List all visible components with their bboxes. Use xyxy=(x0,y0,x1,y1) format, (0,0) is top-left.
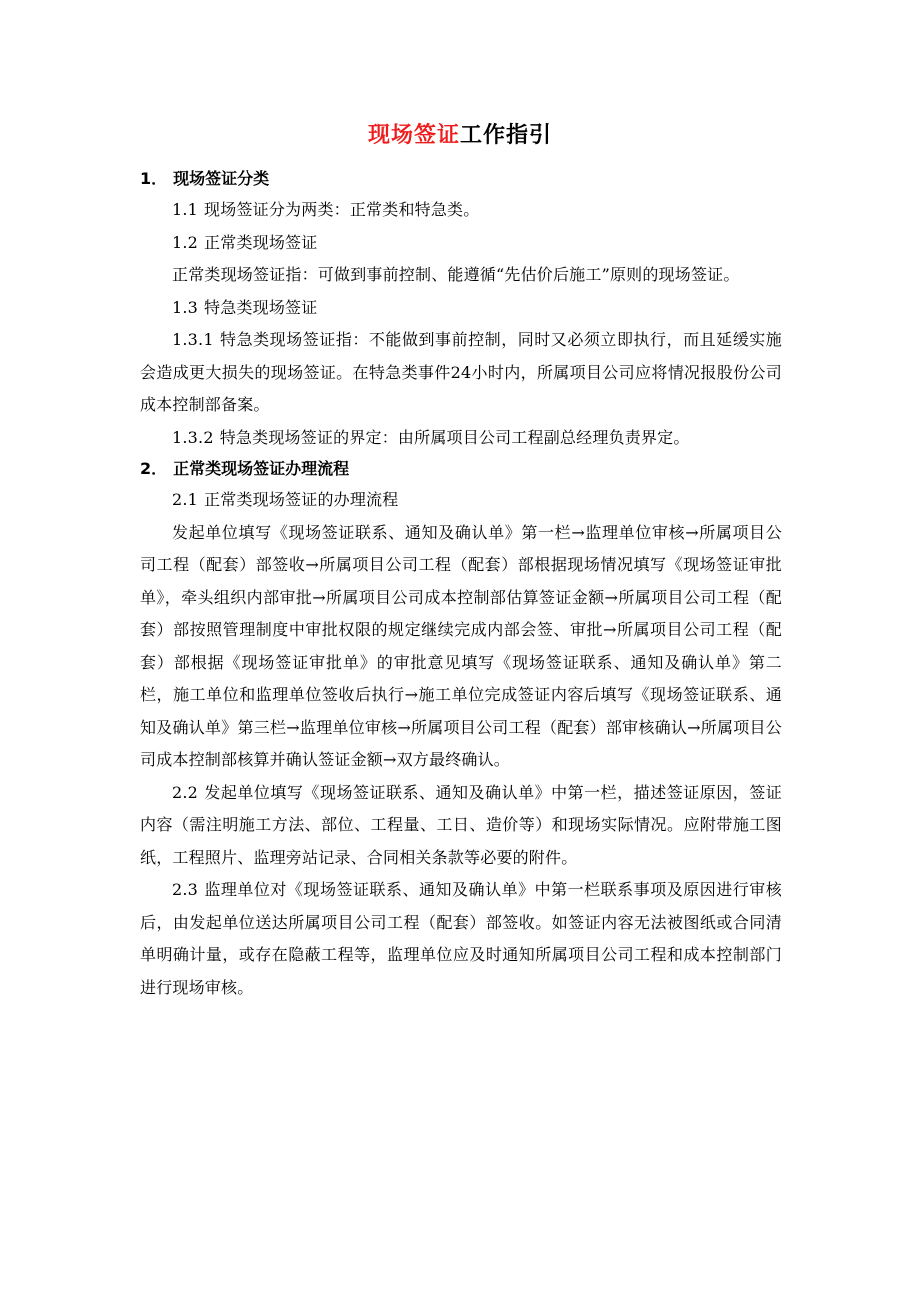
paragraph xyxy=(140,194,782,227)
title-rest: 工作指引 xyxy=(460,123,553,148)
paragraph xyxy=(140,484,782,517)
paragraph-text: 正常类现场签证的办理流程 xyxy=(204,490,399,509)
document-body xyxy=(140,164,782,1004)
paragraph-text: 监理单位对《现场签证联系、通知及确认单》中第一栏联系事项及原因进行审核后，由发起单位送达所属项目公司工程（配套）部签收。如签证内容无法被图纸或合同清单明确计量，或存在隐蔽工程等，监理单位应及时通知所属项目公司工程和成本控制部门进行现场审核。 xyxy=(140,880,782,997)
paragraph xyxy=(140,777,782,875)
paragraph-text: 特急类现场签证 xyxy=(204,297,318,317)
paragraph xyxy=(140,227,782,260)
section-heading xyxy=(140,454,782,484)
paragraph xyxy=(140,324,782,422)
title-accent: 现场签证 xyxy=(367,123,460,148)
paragraph xyxy=(140,292,782,325)
document-title xyxy=(0,120,920,152)
paragraph-text: 发起单位填写《现场签证联系、通知及确认单》中第一栏，描述签证原因，签证内容（需注明施工方法、部位、工程量、工日、造价等）和现场实际情况。应附带施工图纸，工程照片、监理旁站记录、合同相关条款等必要的附件。 xyxy=(140,782,782,867)
heading-number: 1． xyxy=(140,169,168,188)
heading-text: 现场签证分类 xyxy=(173,169,270,188)
clause-number: 2.2 xyxy=(172,782,199,802)
paragraph xyxy=(140,517,782,777)
clause-number: 1.1 xyxy=(172,200,199,219)
paragraph-text: 特急类现场签证的界定：由所属项目公司工程副总经理负责界定。 xyxy=(219,427,690,447)
clause-number: 2.3 xyxy=(172,880,199,899)
clause-number: 1.2 xyxy=(172,232,199,252)
paragraph-text: 正常类现场签证指：可做到事前控制、能遵循“先估价后施工”原则的现场签证。 xyxy=(172,265,740,284)
clause-number: 1.3.2 xyxy=(172,427,214,447)
heading-number: 2． xyxy=(140,459,168,478)
paragraph-text: 特急类现场签证指：不能做到事前控制，同时又必须立即执行，而且延缓实施会造成更大损失的现场签证。在特急类事件24小时内，所属项目公司应将情况报股份公司成本控制部备案。 xyxy=(140,330,782,414)
clause-number: 2.1 xyxy=(172,490,199,509)
section-heading xyxy=(140,164,782,194)
clause-number: 1.3 xyxy=(172,297,199,317)
heading-text: 正常类现场签证办理流程 xyxy=(173,459,350,478)
paragraph-text: 正常类现场签证 xyxy=(204,232,318,252)
paragraph-text: 现场签证分为两类：正常类和特急类。 xyxy=(204,200,480,219)
clause-number: 1.3.1 xyxy=(172,330,214,349)
paragraph xyxy=(140,874,782,1004)
paragraph xyxy=(140,259,782,292)
paragraph-text: 发起单位填写《现场签证联系、通知及确认单》第一栏→监理单位审核→所属项目公司工程（配套）部签收→所属项目公司工程（配套）部根据现场情况填写《现场签证审批单》，牵头组织内部审批→所属项目公司成本控制部估算签证金额→所属项目公司工程（配套）部按照管理制度中审批权限的规定继续完成内部会签、审批→所属项目公司工程（配套）部根据《现场签证审批单》的审批意见填写《现场签证联系、通知及确认单》第二栏，施工单位和监理单位签收后执行→施工单位完成签证内容后填写《现场签证联系、通知及确认单》第三栏→监理单位审核→所属项目公司工程（配套）部审核确认→所属项目公司成本控制部核算并确认签证金额→双方最终确认。 xyxy=(140,522,782,769)
paragraph xyxy=(140,422,782,455)
